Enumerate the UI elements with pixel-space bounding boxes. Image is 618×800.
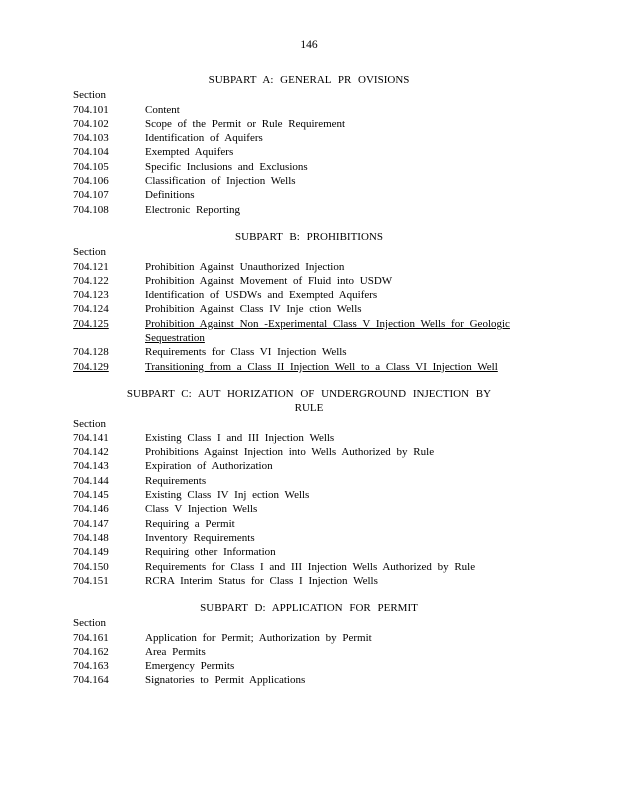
section-number: 704.125 xyxy=(73,317,109,330)
section-title: Prohibition Against Unauthorized Injection xyxy=(145,260,345,273)
section-number: 704.150 xyxy=(73,560,109,573)
section-row xyxy=(0,645,618,659)
section-title: Requirements xyxy=(145,474,207,487)
section-title: Prohibitions Against Injection into Wells Authorized by Rule xyxy=(145,446,435,459)
section-number: 704.142 xyxy=(73,446,109,459)
section-row xyxy=(0,631,618,645)
section-number: 704.123 xyxy=(73,289,109,302)
section-row xyxy=(0,131,618,145)
section-row xyxy=(0,502,618,516)
subpart-c xyxy=(0,387,618,588)
section-number: 704.121 xyxy=(73,260,109,273)
section-title: Requirements for Class I and III Injection Wells Authorized by Rule xyxy=(145,560,476,573)
section-title: Prohibition Against Non -Experimental Class V Injection Wells for Geologic xyxy=(145,317,510,330)
section-number: 704.104 xyxy=(73,146,109,159)
section-row xyxy=(0,545,618,559)
subpart-d xyxy=(0,601,618,688)
section-title: Class V Injection Wells xyxy=(145,503,258,516)
section-number: 704.147 xyxy=(73,517,109,530)
section-row xyxy=(0,517,618,531)
section-title: Requiring a Permit xyxy=(145,517,235,530)
section-number: 704.149 xyxy=(73,546,109,559)
section-number: 704.163 xyxy=(73,660,109,673)
subpart-a-title: SUBPART A: GENERAL PR OVISIONS xyxy=(208,74,410,86)
section-number: 704.124 xyxy=(73,303,109,316)
section-title: Identification of USDWs and Exempted Aquifers xyxy=(145,289,378,302)
subpart-d-title: SUBPART D: APPLICATION FOR PERMIT xyxy=(200,602,418,614)
section-list xyxy=(0,631,618,688)
section-number: 704.105 xyxy=(73,160,109,173)
section-number: 704.144 xyxy=(73,474,109,487)
section-title: RCRA Interim Status for Class I Injection Wells xyxy=(145,574,378,587)
section-number: 704.164 xyxy=(73,674,109,687)
section-number: 704.129 xyxy=(73,360,109,373)
subpart-c-title: SUBPART C: AUT HORIZATION OF UNDERGROUND INJECTION BY RULE xyxy=(126,388,492,415)
section-title: Electronic Reporting xyxy=(145,203,240,216)
section-row xyxy=(0,574,618,588)
section-number: 704.151 xyxy=(73,574,109,587)
section-title: Requiring other Information xyxy=(145,546,276,559)
section-row xyxy=(0,317,618,331)
section-row xyxy=(0,531,618,545)
section-row xyxy=(0,274,618,288)
section-label: Section xyxy=(73,246,106,259)
section-row xyxy=(0,560,618,574)
section-title: Emergency Permits xyxy=(145,660,235,673)
subpart-b-title: SUBPART B: PROHIBITIONS xyxy=(235,231,383,243)
section-title: Inventory Requirements xyxy=(145,531,255,544)
section-row xyxy=(0,345,618,359)
section-title: Scope of the Permit or Rule Requirement xyxy=(145,117,346,130)
section-row xyxy=(0,488,618,502)
section-title: Existing Class IV Inj ection Wells xyxy=(145,489,310,502)
section-number: 704.141 xyxy=(73,431,109,444)
section-row-continuation xyxy=(0,331,618,345)
section-row xyxy=(0,145,618,159)
section-row xyxy=(0,103,618,117)
section-row xyxy=(0,302,618,316)
section-row xyxy=(0,673,618,687)
section-number: 704.108 xyxy=(73,203,109,216)
section-label: Section xyxy=(73,89,106,102)
page-number: 146 xyxy=(300,39,318,51)
section-row xyxy=(0,174,618,188)
section-row xyxy=(0,188,618,202)
section-title: Application for Permit; Authorization by Permit xyxy=(145,631,372,644)
subpart-b xyxy=(0,230,618,374)
section-title: Area Permits xyxy=(145,645,206,658)
section-number: 704.162 xyxy=(73,645,109,658)
section-row xyxy=(0,445,618,459)
section-list xyxy=(0,431,618,588)
section-title: Definitions xyxy=(145,189,195,202)
section-row xyxy=(0,160,618,174)
section-list xyxy=(0,260,618,374)
section-title: Content xyxy=(145,103,180,116)
section-title: Expiration of Authorization xyxy=(145,460,273,473)
section-title: Requirements for Class VI Injection Wells xyxy=(145,346,347,359)
section-title: Exempted Aquifers xyxy=(145,146,234,159)
section-row xyxy=(0,203,618,217)
subpart-a xyxy=(0,73,618,217)
section-number: 704.102 xyxy=(73,117,109,130)
section-row xyxy=(0,431,618,445)
section-list xyxy=(0,103,618,217)
section-number: 704.148 xyxy=(73,531,109,544)
section-label: Section xyxy=(73,417,106,430)
section-row xyxy=(0,659,618,673)
section-title: Signatories to Permit Applications xyxy=(145,674,306,687)
section-row xyxy=(0,459,618,473)
section-row xyxy=(0,288,618,302)
section-number: 704.122 xyxy=(73,274,109,287)
section-title: Sequestration xyxy=(145,332,205,345)
section-title: Existing Class I and III Injection Wells xyxy=(145,431,335,444)
section-title: Prohibition Against Movement of Fluid into USDW xyxy=(145,274,393,287)
section-number: 704.143 xyxy=(73,460,109,473)
section-row xyxy=(0,360,618,374)
section-number: 704.101 xyxy=(73,103,109,116)
section-number: 704.146 xyxy=(73,503,109,516)
section-title: Transitioning from a Class II Injection Well to a Class VI Injection Well xyxy=(145,360,498,373)
section-title: Prohibition Against Class IV Inje ction Wells xyxy=(145,303,362,316)
section-number: 704.103 xyxy=(73,132,109,145)
section-row xyxy=(0,474,618,488)
section-number: 704.145 xyxy=(73,489,109,502)
section-row xyxy=(0,117,618,131)
section-number: 704.106 xyxy=(73,175,109,188)
section-title: Identification of Aquifers xyxy=(145,132,263,145)
section-number: 704.107 xyxy=(73,189,109,202)
section-title: Classification of Injection Wells xyxy=(145,175,296,188)
section-title: Specific Inclusions and Exclusions xyxy=(145,160,308,173)
section-row xyxy=(0,260,618,274)
section-number: 704.161 xyxy=(73,631,109,644)
section-label: Section xyxy=(73,617,106,630)
section-number: 704.128 xyxy=(73,346,109,359)
